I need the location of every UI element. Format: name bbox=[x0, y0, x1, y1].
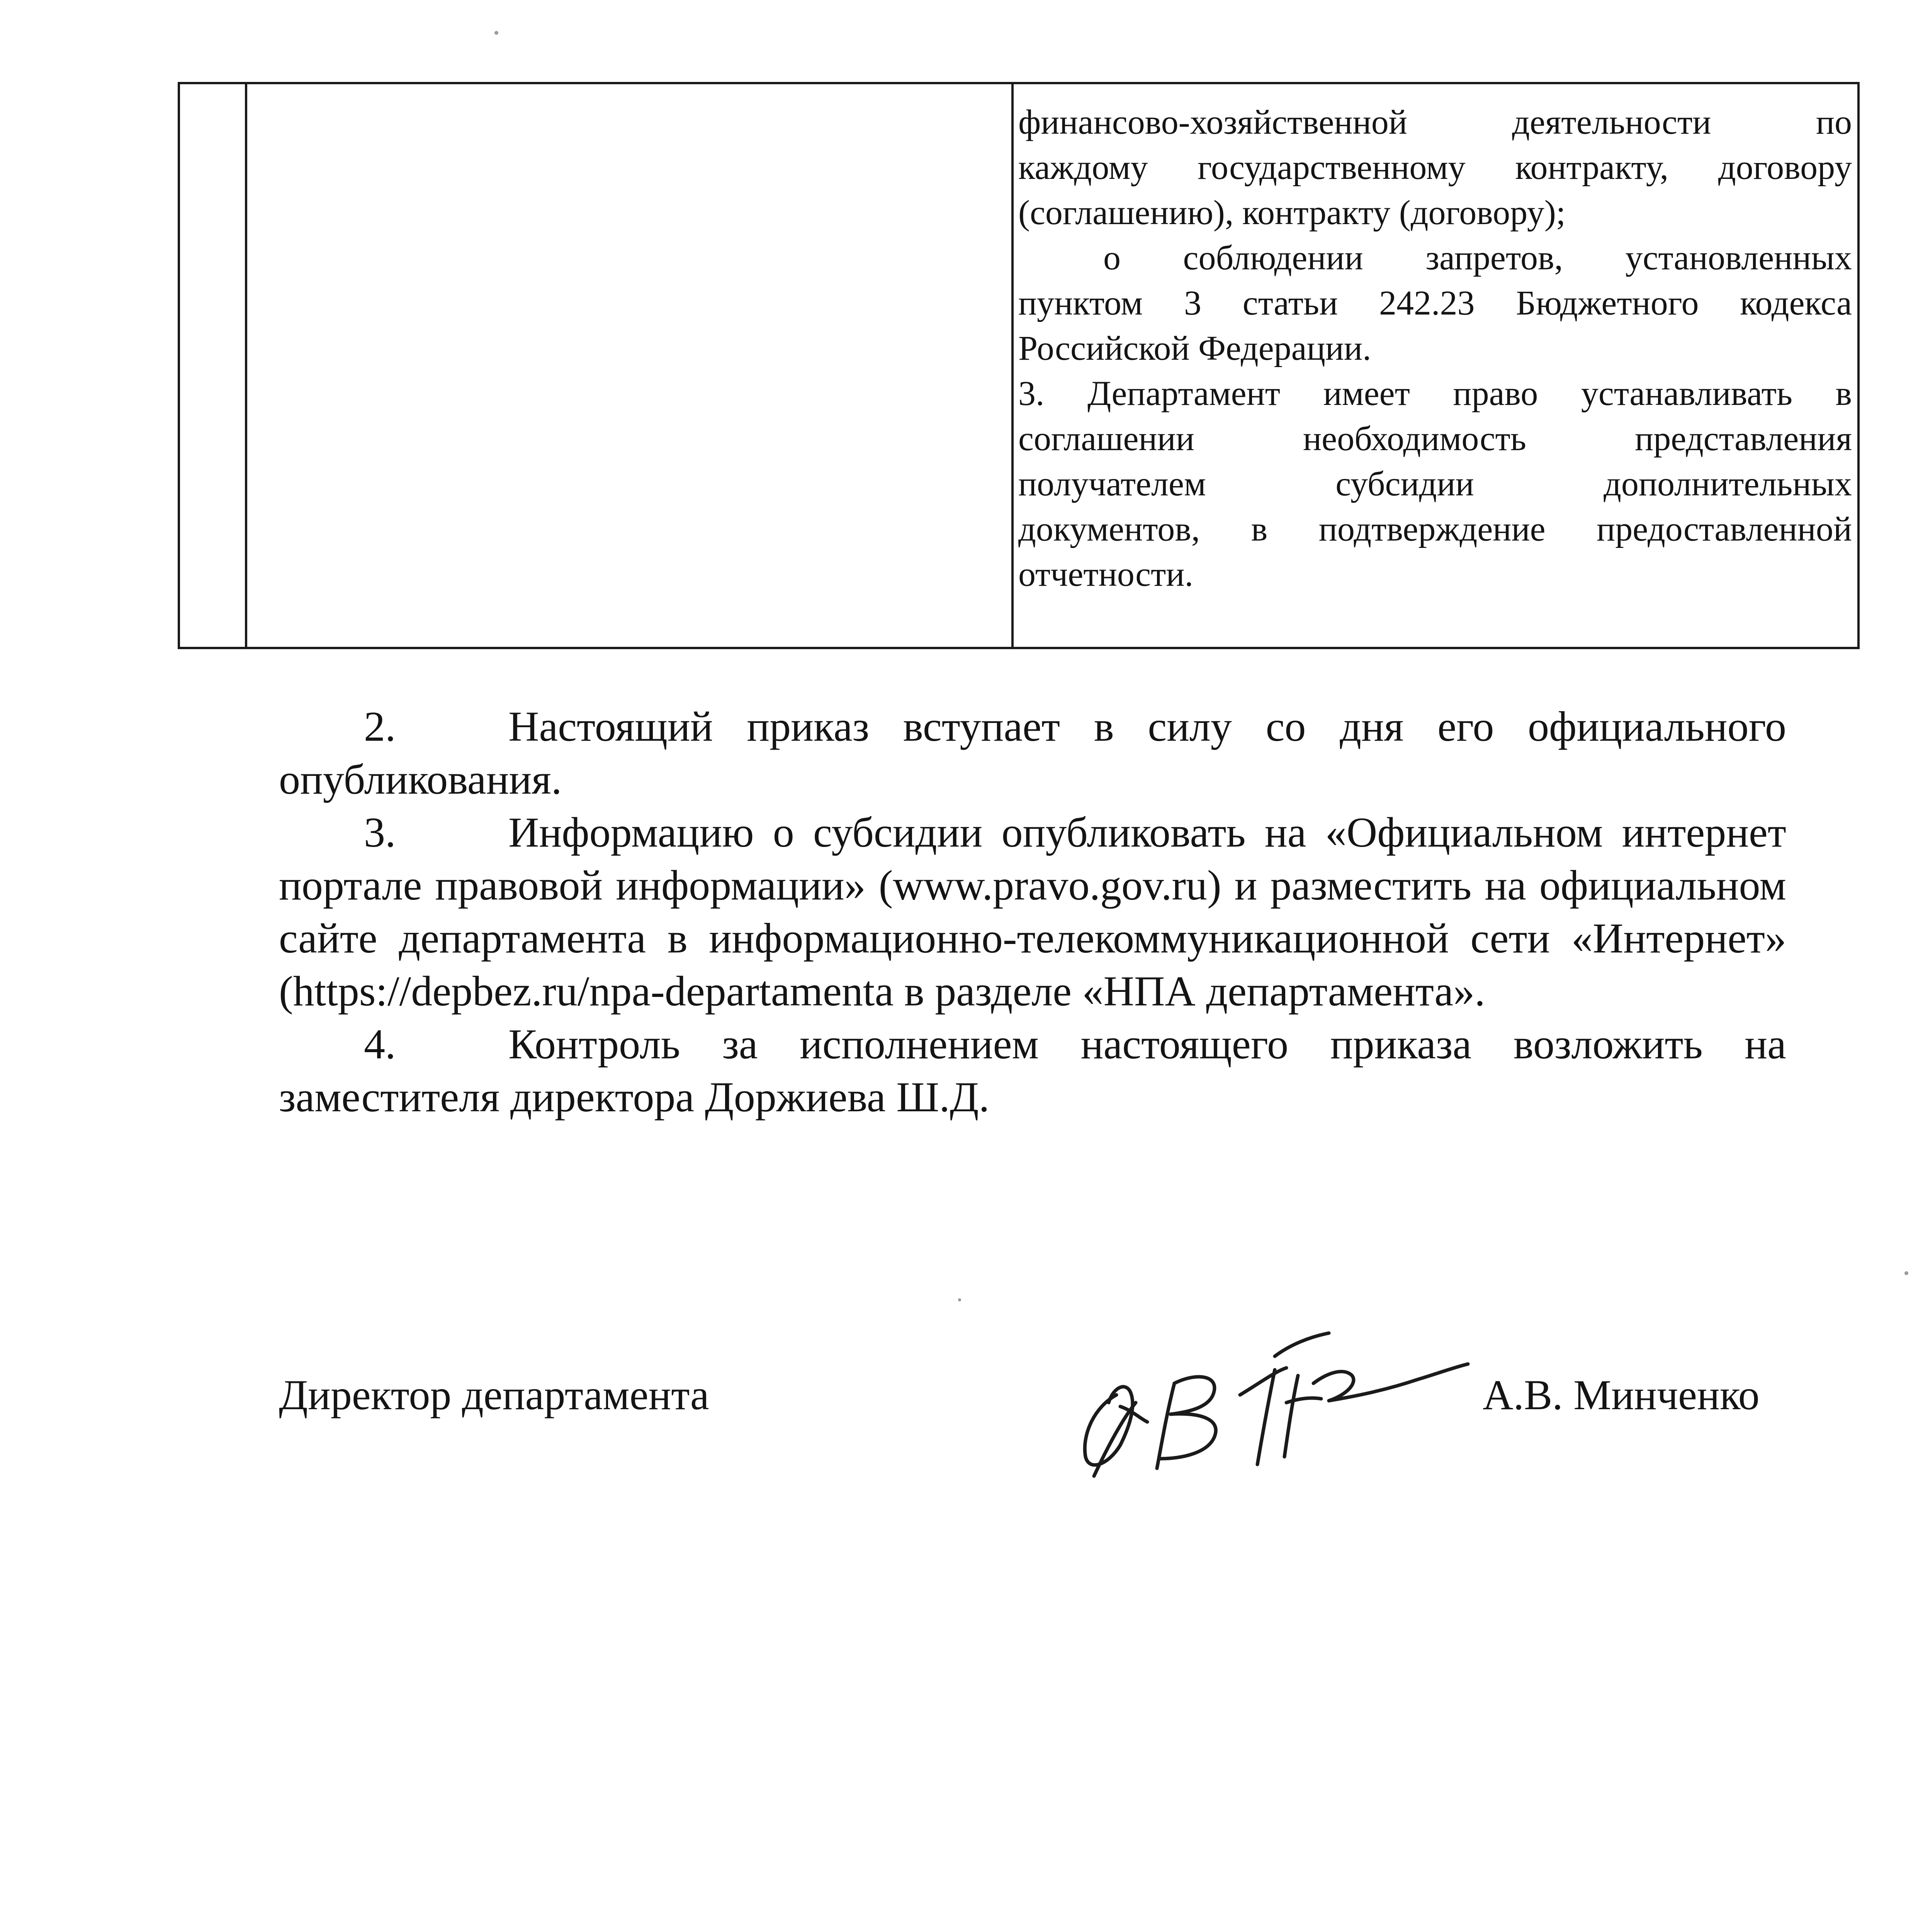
scan-speck bbox=[958, 1298, 961, 1301]
scan-speck bbox=[494, 31, 498, 35]
cell-line: отчетности. bbox=[1018, 555, 1194, 594]
order-paragraph bbox=[279, 700, 1786, 806]
cell-line: документов, в подтверждение предоставленной bbox=[1018, 510, 1852, 548]
scan-speck bbox=[1904, 1271, 1908, 1275]
paragraph-number: 4. bbox=[364, 1020, 396, 1068]
cell-line: соглашении необходимость представления bbox=[1018, 420, 1852, 458]
order-body bbox=[279, 700, 1786, 1124]
cell-line: о соблюдении запретов, установленных bbox=[1103, 239, 1852, 277]
cell-line: финансово-хозяйственной деятельности по bbox=[1018, 103, 1852, 141]
paragraph-text: Настоящий приказ вступает в силу со дня его официального опубликования. bbox=[279, 703, 1786, 803]
handwritten-signature bbox=[1058, 1306, 1483, 1492]
paragraph-text: Контроль за исполнением настоящего приказа возложить на заместителя директора Доржиева Ш.Д. bbox=[279, 1020, 1786, 1121]
table-column-divider bbox=[1011, 84, 1014, 647]
cell-line: Российской Федерации. bbox=[1018, 329, 1371, 367]
paragraph-number: 2. bbox=[364, 703, 396, 750]
paragraph-text: Информацию о субсидии опубликовать на «Официальном интернет портале правовой информации» (www.pravo.gov.ru) и разместить на официальном сайте департамента в информационно-телекоммуникационной сети «Интернет» (https://depbez.ru/npa-departamenta в разделе «НПА департамента». bbox=[279, 809, 1786, 1015]
order-paragraph bbox=[279, 1018, 1786, 1124]
order-paragraph bbox=[279, 806, 1786, 1018]
cell-line: пунктом 3 статьи 242.23 Бюджетного кодекса bbox=[1018, 284, 1852, 322]
table-column-divider bbox=[245, 84, 247, 647]
table-cell-conditions bbox=[1018, 100, 1852, 597]
table-fragment bbox=[178, 82, 1860, 649]
signatory-name: А.В. Минченко bbox=[1483, 1371, 1760, 1418]
cell-line: каждому государственному контракту, договору bbox=[1018, 148, 1852, 187]
cell-line: (соглашению), контракту (договору); bbox=[1018, 194, 1566, 232]
cell-line: получателем субсидии дополнительных bbox=[1018, 465, 1852, 503]
cell-line: 3. Департамент имеет право устанавливать в bbox=[1018, 374, 1852, 413]
signatory-position: Директор департамента bbox=[279, 1371, 709, 1418]
paragraph-number: 3. bbox=[364, 809, 396, 856]
